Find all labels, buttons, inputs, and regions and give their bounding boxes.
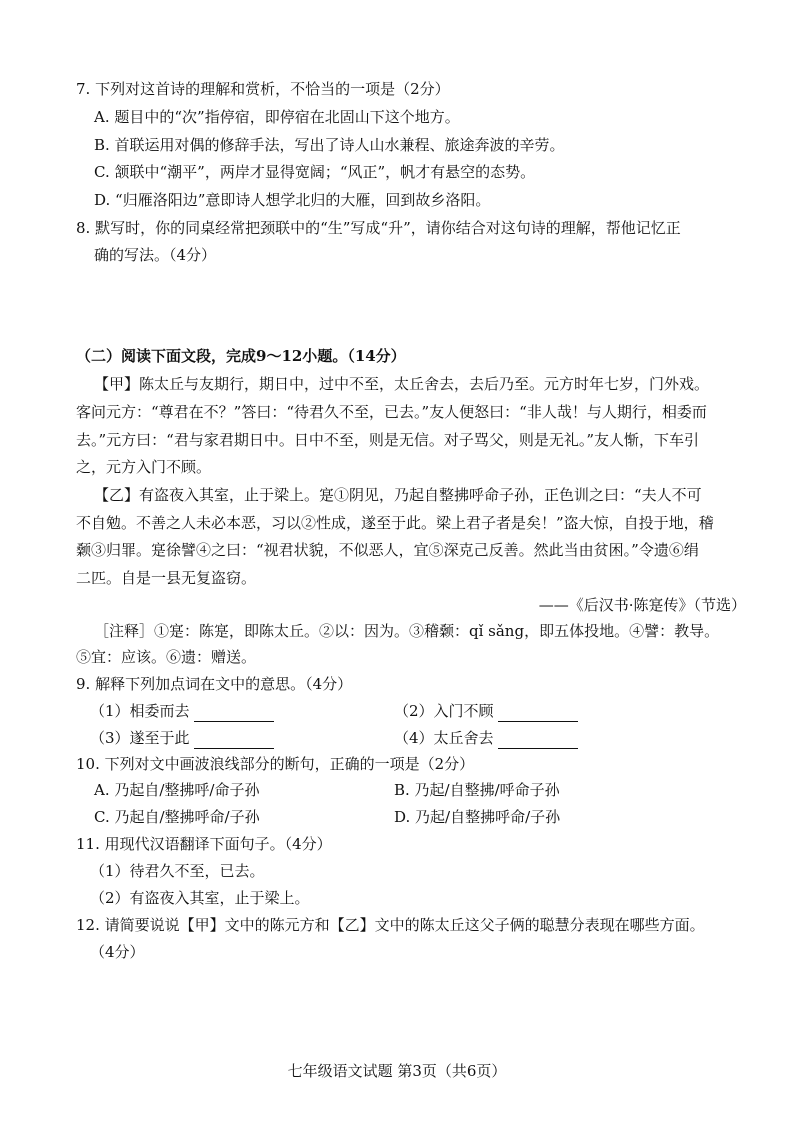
q11-sentence2: （2）有盗夜入其室，止于梁上。 bbox=[90, 889, 310, 907]
passage-yi-line: 不自勉。不善之人未必本恶，习以②性成，遂至于此。梁上君子者是矣！”盗大惊，自投于地，稽 bbox=[76, 514, 714, 532]
passage-yi-line: 二匹。自是一县无复盗窃。 bbox=[76, 569, 257, 587]
notes-line2: ⑤宜：应该。⑥遗：赠送。 bbox=[76, 648, 257, 666]
passage-jia-line: 【甲】陈太丘与友期行，期日中，过中不至，太丘舍去，去后乃至。元方时年七岁，门外戏。 bbox=[94, 375, 710, 393]
q12-line1: 12. 请简要说说【甲】文中的陈元方和【乙】文中的陈太丘这父子俩的聪慧分表现在哪些方面。 bbox=[76, 916, 705, 934]
page-footer: 七年级语文试题 第3页（共6页） bbox=[287, 1062, 507, 1080]
q9-stem: 9. 解释下列加点词在文中的意思。（4分） bbox=[76, 675, 353, 693]
q9-item: （3）遂至于此 bbox=[90, 727, 274, 749]
answer-blank[interactable] bbox=[194, 732, 274, 749]
section2-title: （二）阅读下面文段，完成9～12小题。（14分） bbox=[76, 347, 406, 365]
q10-stem: 10. 下列对文中画波浪线部分的断句，正确的一项是（2分） bbox=[76, 755, 475, 773]
q10-option-c: C. 乃起自/整拂呼命/子孙 bbox=[94, 808, 260, 826]
q7-option-a: A. 题目中的“次”指停宿，即停宿在北固山下这个地方。 bbox=[94, 108, 460, 126]
answer-blank[interactable] bbox=[498, 732, 578, 749]
passage-jia-line: 客问元方：“尊君在不？”答曰：“待君久不至，已去。”友人便怒曰：“非人哉！与人期行，相委而 bbox=[76, 403, 707, 421]
q9-item: （4）太丘舍去 bbox=[394, 727, 578, 749]
q7-option-d: D. “归雁洛阳边”意即诗人想学北归的大雁，回到故乡洛阳。 bbox=[94, 191, 491, 209]
passage-yi-line: 颡③归罪。寔徐譬④之曰：“视君状貌，不似恶人，宜⑤深克己反善。然此当由贫困。”令遗⑥绢 bbox=[76, 541, 699, 559]
q9-item: （1）相委而去 bbox=[90, 700, 274, 722]
q11-sentence1: （1）待君久不至，已去。 bbox=[90, 862, 265, 880]
q7-option-c: C. 颔联中“潮平”，两岸才显得宽阔；“风正”，帆才有悬空的态势。 bbox=[94, 163, 536, 181]
answer-blank[interactable] bbox=[498, 705, 578, 722]
q7-stem: 7. 下列对这首诗的理解和赏析，不恰当的一项是（2分） bbox=[76, 80, 450, 98]
passage-jia-line: 之，元方入门不顾。 bbox=[76, 458, 212, 476]
answer-blank[interactable] bbox=[194, 705, 274, 722]
q10-option-b: B. 乃起/自整拂/呼命子孙 bbox=[394, 781, 560, 799]
q11-stem: 11. 用现代汉语翻译下面句子。（4分） bbox=[76, 835, 332, 853]
q12-line2: （4分） bbox=[90, 943, 145, 961]
q8-line2: 确的写法。（4分） bbox=[94, 246, 217, 264]
q8-line1: 8. 默写时，你的同桌经常把颈联中的“生”写成“升”，请你结合对这句诗的理解，帮他记忆正 bbox=[76, 219, 681, 237]
notes-line1: ［注释］①寔：陈寔，即陈太丘。②以：因为。③稽颡：qǐ sǎng，即五体投地。④譬：教导。 bbox=[94, 622, 720, 640]
q7-option-b: B. 首联运用对偶的修辞手法，写出了诗人山水兼程、旅途奔波的辛劳。 bbox=[94, 136, 565, 154]
passage-yi-line: 【乙】有盗夜入其室，止于梁上。寔①阴见，乃起自整拂呼命子孙，正色训之曰：“夫人不可 bbox=[94, 486, 702, 504]
q10-option-d: D. 乃起/自整拂呼命/子孙 bbox=[394, 808, 561, 826]
passage-source: ——《后汉书·陈寔传》（节选） bbox=[538, 596, 746, 614]
q10-option-a: A. 乃起自/整拂呼/命子孙 bbox=[94, 781, 260, 799]
q9-item: （2）入门不顾 bbox=[394, 700, 578, 722]
passage-jia-line: 去。”元方曰：“君与家君期日中。日中不至，则是无信。对子骂父，则是无礼。”友人惭，下车引 bbox=[76, 431, 700, 449]
